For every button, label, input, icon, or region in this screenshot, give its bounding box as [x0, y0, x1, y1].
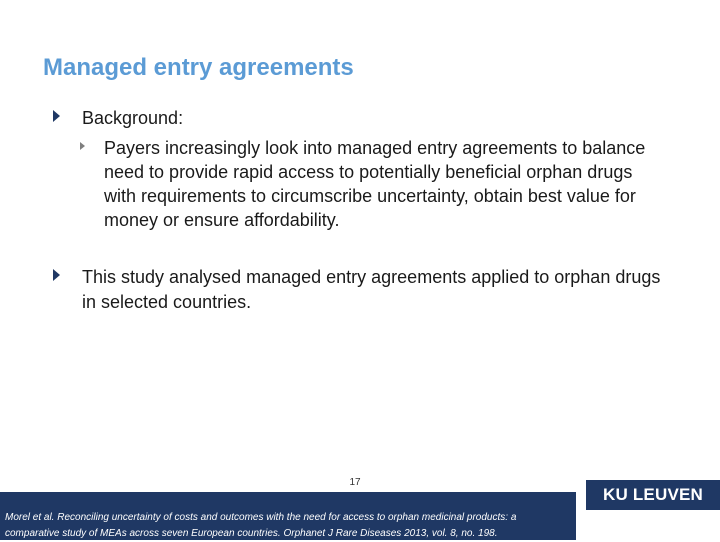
bullet-text: This study analysed managed entry agreements applied to orphan drugs in selected countries.: [82, 267, 661, 312]
sub-bullet-text: Payers increasingly look into managed entry agreements to balance need to provide rapid access to potentially beneficial orphan drugs with requirements to circumscribe uncertainty, obtain best value for money or ensure affordability.: [104, 138, 646, 230]
bullet-triangle-icon: [53, 110, 60, 122]
bullet-item: [53, 106, 653, 131]
ku-leuven-logo: [583, 470, 720, 540]
bullet-triangle-icon: [53, 269, 60, 281]
slide-title: Managed entry agreements: [43, 54, 354, 81]
footer-citation: Morel et al. Reconciling uncertainty of costs and outcomes with the need for access to orphan medicinal products: a comparative study of MEAs across seven European countries. Orphanet J Rare Diseases 2013, vol. 8, no. 198.: [0, 492, 576, 540]
logo-text: KU LEUVEN: [586, 480, 720, 510]
sub-bullet-item: [80, 136, 660, 232]
sub-bullet-triangle-icon: [80, 142, 85, 150]
bullet-item: [53, 265, 673, 315]
page-number: 17: [349, 477, 361, 488]
bullet-text: Background:: [82, 108, 184, 128]
